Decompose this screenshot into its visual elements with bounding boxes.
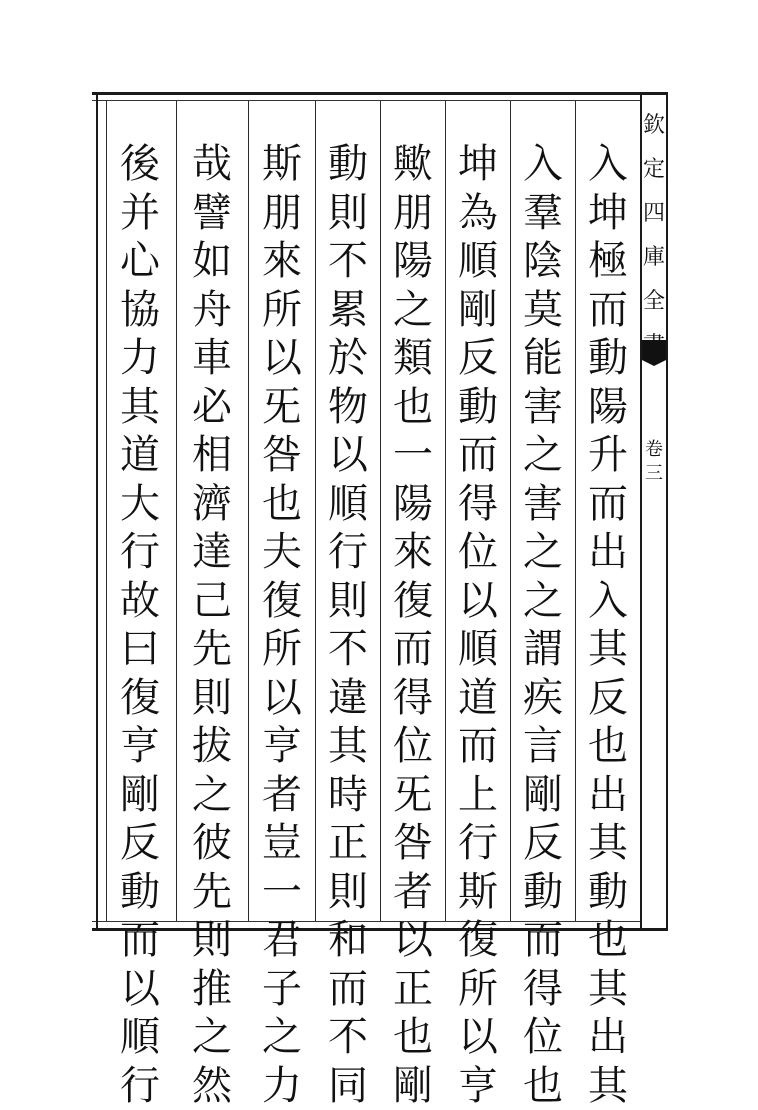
column-separator: [510, 101, 511, 921]
text-character: 行: [317, 528, 379, 577]
text-character: 反: [109, 819, 171, 868]
text-character: 斯: [251, 140, 313, 189]
text-character: 也: [577, 916, 639, 965]
text-character: 得: [512, 965, 574, 1014]
text-character: 動: [109, 868, 171, 917]
text-character: 而: [382, 625, 444, 674]
column-separator: [445, 101, 446, 921]
text-character: 而: [109, 916, 171, 965]
text-character: 并: [109, 189, 171, 238]
text-character: 後: [109, 140, 171, 189]
volume-character: 卷: [642, 438, 666, 462]
text-character: 動: [447, 383, 509, 432]
text-character: 其: [109, 383, 171, 432]
text-character: 子: [251, 965, 313, 1014]
text-character: 亨: [447, 1062, 509, 1110]
text-character: 朋: [382, 189, 444, 238]
book-title-character: 庫: [642, 236, 666, 280]
text-character: 也: [577, 722, 639, 771]
text-character: 而: [447, 431, 509, 480]
column-separator: [106, 101, 107, 921]
text-character: 復: [447, 916, 509, 965]
text-character: 而: [447, 722, 509, 771]
text-character: 陽: [577, 383, 639, 432]
text-character: 歟: [382, 140, 444, 189]
text-character: 心: [109, 237, 171, 286]
text-character: 然: [181, 1062, 243, 1110]
text-character: 道: [109, 431, 171, 480]
book-title-character: 欽: [642, 104, 666, 148]
text-column: [512, 140, 574, 920]
text-character: 而: [577, 286, 639, 335]
column-separator: [248, 101, 249, 921]
text-character: 害: [512, 480, 574, 529]
text-character: 必: [181, 383, 243, 432]
frame-right-border: [666, 93, 668, 930]
book-title-character: 定: [642, 148, 666, 192]
text-character: 也: [382, 383, 444, 432]
text-character: 推: [181, 965, 243, 1014]
text-character: 之: [512, 431, 574, 480]
text-character: 其: [577, 965, 639, 1014]
text-column: [317, 140, 379, 920]
text-character: 先: [181, 868, 243, 917]
text-character: 剛: [447, 286, 509, 335]
volume-number-margin: [642, 438, 666, 486]
text-character: 莫: [512, 286, 574, 335]
text-character: 旡: [382, 771, 444, 820]
text-character: 陽: [382, 237, 444, 286]
text-column: [109, 140, 171, 920]
text-character: 羣: [512, 189, 574, 238]
text-character: 動: [577, 334, 639, 383]
text-character: 之: [181, 1013, 243, 1062]
text-column: [382, 140, 444, 920]
text-character: 剛: [382, 1062, 444, 1110]
text-character: 陽: [382, 480, 444, 529]
text-character: 亨: [251, 722, 313, 771]
text-character: 夫: [251, 528, 313, 577]
text-character: 得: [447, 480, 509, 529]
fish-tail-mark: [642, 340, 666, 366]
text-character: 位: [512, 1013, 574, 1062]
text-character: 出: [577, 1013, 639, 1062]
text-character: 順: [317, 480, 379, 529]
text-character: 於: [317, 334, 379, 383]
text-character: 也: [251, 480, 313, 529]
text-character: 不: [317, 1013, 379, 1062]
text-character: 以: [251, 674, 313, 723]
text-character: 則: [181, 916, 243, 965]
frame-top-border: [92, 92, 668, 95]
text-character: 所: [251, 286, 313, 335]
text-character: 斯: [447, 868, 509, 917]
text-character: 一: [251, 868, 313, 917]
text-character: 順: [109, 1013, 171, 1062]
text-character: 其: [577, 1062, 639, 1110]
book-title-character: 全: [642, 280, 666, 324]
text-character: 反: [577, 674, 639, 723]
text-character: 彼: [181, 819, 243, 868]
text-character: 為: [447, 189, 509, 238]
text-character: 豈: [251, 819, 313, 868]
text-character: 位: [447, 528, 509, 577]
text-character: 者: [251, 771, 313, 820]
column-separator: [315, 101, 316, 921]
text-character: 言: [512, 722, 574, 771]
text-character: 來: [382, 528, 444, 577]
column-separator: [575, 101, 576, 921]
text-character: 害: [512, 383, 574, 432]
text-character: 一: [382, 431, 444, 480]
text-character: 則: [317, 868, 379, 917]
text-character: 動: [317, 140, 379, 189]
text-character: 入: [577, 577, 639, 626]
text-character: 而: [577, 480, 639, 529]
text-character: 之: [181, 771, 243, 820]
text-character: 如: [181, 237, 243, 286]
text-character: 行: [447, 819, 509, 868]
text-character: 則: [317, 189, 379, 238]
text-character: 行: [109, 528, 171, 577]
text-character: 舟: [181, 286, 243, 335]
text-character: 己: [181, 577, 243, 626]
text-character: 順: [447, 237, 509, 286]
text-character: 所: [447, 965, 509, 1014]
text-character: 物: [317, 383, 379, 432]
text-character: 以: [447, 1013, 509, 1062]
text-character: 以: [251, 334, 313, 383]
text-character: 入: [577, 140, 639, 189]
text-character: 累: [317, 286, 379, 335]
text-character: 哉: [181, 140, 243, 189]
text-character: 順: [447, 625, 509, 674]
text-character: 謂: [512, 625, 574, 674]
text-character: 達: [181, 528, 243, 577]
text-character: 大: [109, 480, 171, 529]
text-character: 行: [109, 1062, 171, 1110]
text-character: 其: [577, 625, 639, 674]
text-character: 先: [181, 625, 243, 674]
text-character: 上: [447, 771, 509, 820]
column-separator: [380, 101, 381, 921]
text-character: 以: [447, 577, 509, 626]
text-character: 入: [512, 140, 574, 189]
column-separator: [176, 101, 177, 921]
text-character: 濟: [181, 480, 243, 529]
text-character: 來: [251, 237, 313, 286]
text-character: 譬: [181, 189, 243, 238]
text-character: 則: [181, 674, 243, 723]
text-character: 力: [109, 334, 171, 383]
text-character: 以: [317, 431, 379, 480]
text-character: 則: [317, 577, 379, 626]
text-character: 動: [512, 868, 574, 917]
text-character: 升: [577, 431, 639, 480]
text-character: 位: [382, 722, 444, 771]
text-character: 力: [251, 1062, 313, 1110]
text-character: 能: [512, 334, 574, 383]
text-character: 也: [382, 1013, 444, 1062]
text-character: 出: [577, 771, 639, 820]
text-character: 同: [317, 1062, 379, 1110]
text-character: 其: [317, 722, 379, 771]
text-column: [181, 140, 243, 920]
text-character: 復: [251, 577, 313, 626]
text-character: 而: [512, 916, 574, 965]
text-character: 其: [577, 819, 639, 868]
text-character: 反: [512, 819, 574, 868]
text-character: 剛: [109, 771, 171, 820]
text-character: 所: [251, 625, 313, 674]
text-character: 和: [317, 916, 379, 965]
text-character: 以: [382, 916, 444, 965]
text-character: 陰: [512, 237, 574, 286]
frame-left-border: [96, 93, 98, 930]
text-character: 之: [382, 286, 444, 335]
text-character: 者: [382, 868, 444, 917]
text-character: 咎: [251, 431, 313, 480]
book-title-margin: [642, 104, 666, 368]
book-title-character: 四: [642, 192, 666, 236]
text-character: 正: [382, 965, 444, 1014]
text-character: 時: [317, 771, 379, 820]
text-character: 得: [382, 674, 444, 723]
text-character: 君: [251, 916, 313, 965]
text-column: [447, 140, 509, 920]
text-character: 極: [577, 237, 639, 286]
text-character: 不: [317, 625, 379, 674]
text-character: 復: [382, 577, 444, 626]
text-character: 道: [447, 674, 509, 723]
text-character: 違: [317, 674, 379, 723]
text-character: 拔: [181, 722, 243, 771]
text-character: 疾: [512, 674, 574, 723]
text-character: 而: [317, 965, 379, 1014]
text-character: 不: [317, 237, 379, 286]
text-character: 類: [382, 334, 444, 383]
text-character: 故: [109, 577, 171, 626]
text-character: 坤: [577, 189, 639, 238]
text-character: 曰: [109, 625, 171, 674]
text-character: 復: [109, 674, 171, 723]
frame-top-inner-line: [92, 100, 640, 101]
text-character: 車: [181, 334, 243, 383]
text-character: 剛: [512, 771, 574, 820]
text-character: 之: [251, 1013, 313, 1062]
text-character: 反: [447, 334, 509, 383]
text-character: 咎: [382, 819, 444, 868]
text-character: 動: [577, 868, 639, 917]
text-column: [577, 140, 639, 920]
text-character: 協: [109, 286, 171, 335]
text-character: 之: [512, 577, 574, 626]
text-character: 相: [181, 431, 243, 480]
text-character: 也: [512, 1062, 574, 1110]
text-character: 朋: [251, 189, 313, 238]
volume-character: 三: [642, 462, 666, 486]
text-character: 亨: [109, 722, 171, 771]
text-character: 以: [109, 965, 171, 1014]
text-character: 之: [512, 528, 574, 577]
text-character: 出: [577, 528, 639, 577]
text-character: 正: [317, 819, 379, 868]
text-character: 坤: [447, 140, 509, 189]
text-character: 旡: [251, 383, 313, 432]
text-column: [251, 140, 313, 920]
